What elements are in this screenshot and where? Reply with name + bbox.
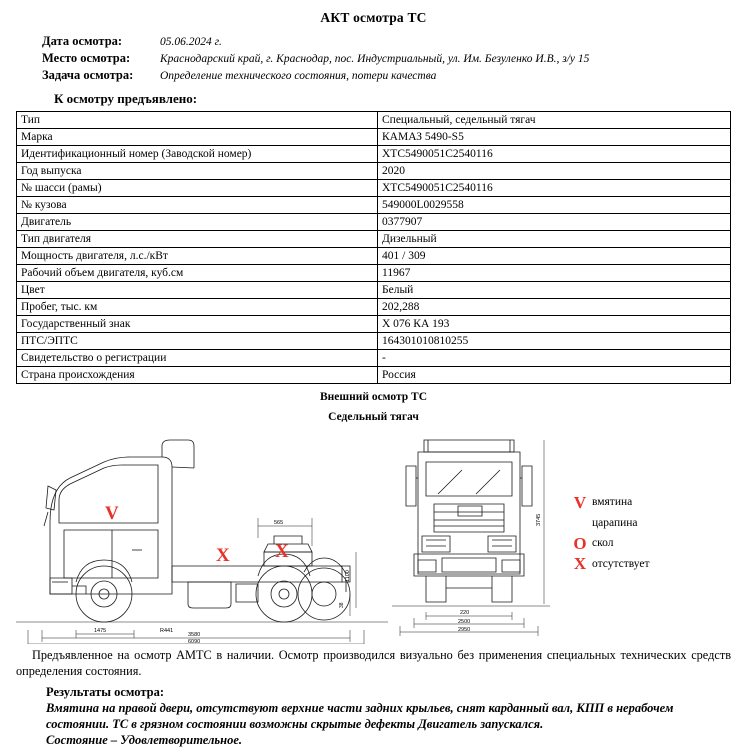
spec-value: XTC5490051C2540116 (378, 180, 731, 197)
dimension-3745: 3745 (536, 513, 542, 526)
spec-value: 2020 (378, 163, 731, 180)
spec-key: № шасси (рамы) (17, 180, 378, 197)
table-row (17, 265, 731, 282)
spec-key: Цвет (17, 282, 378, 299)
dimension-38: 38 (339, 602, 345, 608)
legend-label-dent: вмятина (592, 496, 633, 508)
legend-label-scratch: царапина (592, 516, 638, 529)
legend-mark-missing-icon: X (573, 554, 587, 574)
table-row (17, 299, 731, 316)
spec-value: КАМАЗ 5490-S5 (378, 129, 731, 146)
results-heading: Результаты осмотра: (46, 685, 164, 699)
spec-key: ПТС/ЭПТС (17, 333, 378, 350)
spec-key: Тип (17, 112, 378, 129)
table-row (17, 129, 731, 146)
dimension-3580: 3580 (188, 632, 201, 638)
table-row (17, 146, 731, 163)
legend-item-scratch (568, 513, 650, 534)
table-row (17, 282, 731, 299)
table-row (17, 197, 731, 214)
header-fields (12, 34, 735, 83)
legend-label-chip: скол (592, 537, 614, 549)
dimension-1100: 1100 (345, 570, 351, 582)
legend-mark-chip-icon: O (573, 533, 587, 553)
field-value-date: 05.06.2024 г. (160, 36, 222, 48)
conclusion-text: Состояние – Удовлетворительное. (46, 733, 242, 747)
spec-key: Год выпуска (17, 163, 378, 180)
field-label-date: Дата осмотра: (42, 34, 123, 48)
table-row (17, 316, 731, 333)
spec-value: Белый (378, 282, 731, 299)
spec-value: 202,288 (378, 299, 731, 316)
table-row (17, 112, 731, 129)
spec-value: Дизельный (378, 231, 731, 248)
vehicle-drawing (12, 426, 735, 644)
spec-key: Марка (17, 129, 378, 146)
spec-value: 164301010810255 (378, 333, 731, 350)
table-row (17, 180, 731, 197)
spec-key: Двигатель (17, 214, 378, 231)
damage-legend (568, 492, 650, 574)
dimension-2500: 2500 (458, 619, 471, 625)
page-title: АКТ осмотра ТС (320, 10, 427, 25)
spec-key: Тип двигателя (17, 231, 378, 248)
results-body: Вмятина на правой двери, отсутствуют верхние части задних крыльев, снят карданный вал, КПП в нерабочем состоянии. ТС в грязном состоянии возможны скрытые дефекты Двигатель запускался. (46, 701, 674, 731)
truck-front-view-svg (384, 426, 584, 644)
spec-key: Рабочий объем двигателя, куб.см (17, 265, 378, 282)
field-label-place: Место осмотра: (42, 51, 131, 65)
drawing-title-line2: Седельный тягач (328, 411, 419, 423)
damage-mark-x-fifthwheel: X (275, 541, 289, 562)
spec-key: Свидетельство о регистрации (17, 350, 378, 367)
dimension-r441: R441 (160, 628, 174, 634)
spec-value: 549000L0029558 (378, 197, 731, 214)
spec-value: Россия (378, 367, 731, 384)
spec-value: XTC5490051C2540116 (378, 146, 731, 163)
field-label-task: Задача осмотра: (42, 68, 134, 82)
table-row (17, 350, 731, 367)
specs-table (16, 111, 731, 384)
spec-value: Х 076 КА 193 (378, 316, 731, 333)
spec-key: Идентификационный номер (Заводской номер) (17, 146, 378, 163)
truck-side-view-svg (12, 426, 392, 644)
field-value-task: Определение технического состояния, потери качества (160, 70, 437, 82)
spec-value: - (378, 350, 731, 367)
damage-mark-x-fueltank: X (216, 545, 230, 566)
table-row (17, 367, 731, 384)
dimension-1475: 1475 (94, 628, 107, 634)
dimension-220: 220 (460, 610, 470, 616)
dimension-6090: 6090 (188, 639, 201, 644)
table-row (17, 333, 731, 350)
damage-mark-v-side: V (105, 503, 119, 524)
section-heading-presented: К осмотру предъявлено: (54, 91, 198, 106)
field-row-place (12, 51, 735, 66)
inspection-paragraph: Предъявленное на осмотр АМТС в наличии. Осмотр производился визуально без применения специальных технических средств определения состояния. (16, 648, 731, 678)
legend-mark-dent-icon: V (573, 492, 587, 512)
legend-item-missing (568, 554, 650, 575)
spec-value: Специальный, седельный тягач (378, 112, 731, 129)
field-row-task (12, 68, 735, 83)
spec-key: № кузова (17, 197, 378, 214)
spec-value: 401 / 309 (378, 248, 731, 265)
field-value-place: Краснодарский край, г. Краснодар, пос. Индустриальный, ул. Им. Безуленко И.В., з/у 15 (160, 53, 590, 65)
spec-key: Пробег, тыс. км (17, 299, 378, 316)
spec-key: Мощность двигателя, л.с./кВт (17, 248, 378, 265)
legend-item-dent (568, 492, 650, 513)
legend-label-missing: отсутствует (592, 557, 650, 570)
spec-value: 11967 (378, 265, 731, 282)
legend-item-chip (568, 533, 650, 554)
legend-mark-scratch-icon (568, 514, 592, 531)
dimension-565: 565 (274, 520, 284, 526)
spec-key: Страна происхождения (17, 367, 378, 384)
table-row (17, 231, 731, 248)
spec-key: Государственный знак (17, 316, 378, 333)
table-row (17, 214, 731, 231)
drawing-title-line1: Внешний осмотр ТС (319, 391, 428, 403)
spec-value: 0377907 (378, 214, 731, 231)
table-row (17, 163, 731, 180)
field-row-date (12, 34, 735, 49)
table-row (17, 248, 731, 265)
dimension-2950: 2950 (458, 627, 471, 633)
